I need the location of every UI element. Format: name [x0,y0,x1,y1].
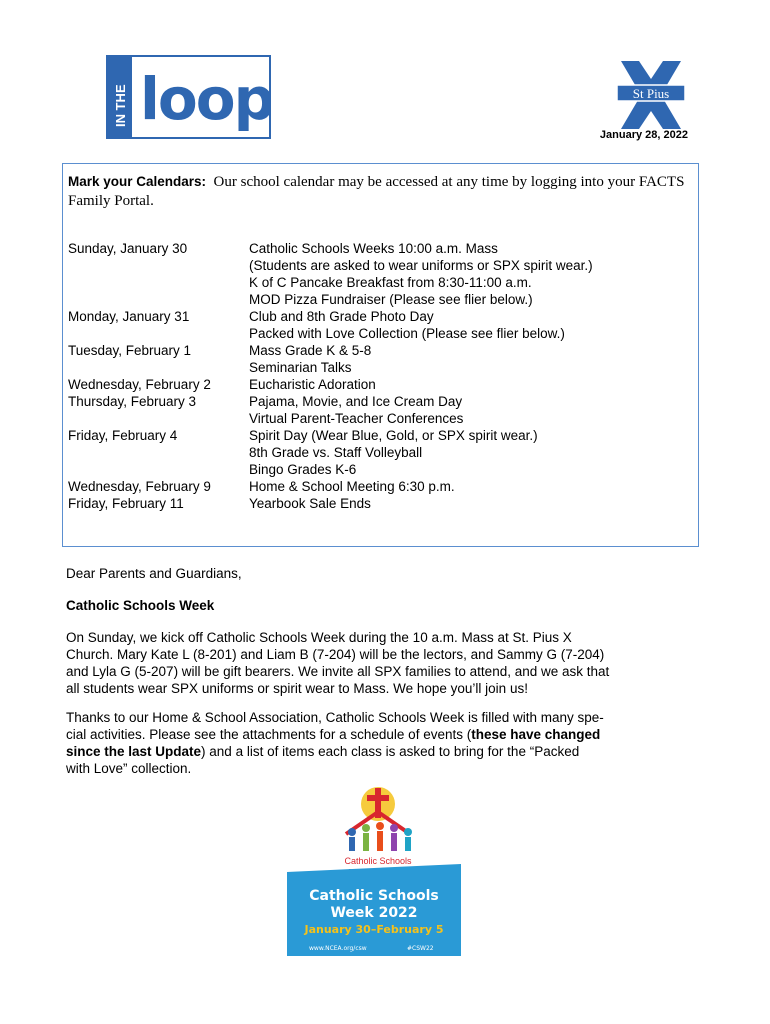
calendar-day: Tuesday, February 1 [68,343,192,358]
calendar-event: Club and 8th Grade Photo Day [249,309,434,324]
paragraph-line [66,743,706,760]
paragraph-line: all students wear SPX uniforms or spirit wear to Mass. We hope you’ll join us! [66,681,528,696]
st-pius-x-logo [615,61,687,129]
calendar-day: Wednesday, February 9 [68,479,211,494]
logo-main-text: loop [140,65,269,133]
calendar-intro-text: Our school calendar may be accessed at any time by logging into your FACTS Family Portal. [68,174,685,209]
paragraph-2 [66,709,706,777]
calendar-event: Seminarian Talks [249,360,352,375]
paragraph-line: On Sunday, we kick off Catholic Schools Week during the 10 a.m. Mass at St. Pius X [66,630,572,645]
calendar-event: Packed with Love Collection (Please see flier below.) [249,326,565,341]
logo-side-text: IN THE [113,84,128,127]
section-heading: Catholic Schools Week [66,598,215,613]
issue-date: January 28, 2022 [599,129,688,141]
banner-hashtag: #CSW22 [407,945,434,952]
catholic-schools-week-banner [287,864,461,956]
paragraph-text: cial activities. Please see the attachments for a schedule of events ( [66,727,472,742]
calendar-event: (Students are asked to wear uniforms or SPX spirit wear.) [249,258,593,273]
calendar-event: Bingo Grades K-6 [249,462,357,477]
loop-logo-graphic [108,57,269,137]
calendar-event: Mass Grade K & 5-8 [249,343,372,358]
calendar-box [62,163,699,547]
banner-line-2: Week 2022 [330,905,418,921]
paragraph-line: Church. Mary Kate L (8-201) and Liam B (7-204) will be the lectors, and Sammy G (7-204) [66,647,605,662]
calendar-event: Yearbook Sale Ends [249,496,371,511]
banner-line-1: Catholic Schools [309,888,439,904]
calendar-day: Friday, February 11 [68,496,184,511]
school-logo-text: St Pius [632,86,670,101]
calendar-event: Home & School Meeting 6:30 p.m. [249,479,455,494]
calendar-intro-bold: Mark your Calendars: [68,174,207,189]
calendar-day: Thursday, February 3 [68,394,197,409]
paragraph-line: and Lyla G (5-207) will be gift bearers. We invite all SPX families to attend, and we ask that [66,664,610,679]
in-the-loop-logo [106,55,271,139]
paragraph-bold-text: these have changed [471,727,601,742]
calendar-day: Sunday, January 30 [68,241,188,256]
paragraph-line: Thanks to our Home & School Association, Catholic Schools Week is filled with many spe- [66,710,604,725]
calendar-event: MOD Pizza Fundraiser (Please see flier below.) [249,292,533,307]
greeting: Dear Parents and Guardians, [66,566,242,581]
calendar-event: Eucharistic Adoration [249,377,376,392]
calendar-day: Wednesday, February 2 [68,377,211,392]
paragraph-text: ) and a list of items each class is asked to bring for the “Packed [201,744,580,759]
banner-dates: January 30–February 5 [304,923,444,936]
emblem-title: Catholic Schools [344,856,412,866]
calendar-event: K of C Pancake Breakfast from 8:30-11:00 a.m. [249,275,532,290]
calendar-event: Virtual Parent-Teacher Conferences [249,411,464,426]
paragraph-1 [66,629,706,697]
paragraph-line: with Love” collection. [66,761,192,776]
calendar-day: Monday, January 31 [68,309,190,324]
paragraph-line [66,726,706,743]
calendar-intro [68,172,694,211]
banner-url: www.NCEA.org/csw [309,945,367,952]
calendar-day: Friday, February 4 [68,428,178,443]
calendar-event: Catholic Schools Weeks 10:00 a.m. Mass [249,241,498,256]
calendar-event: Pajama, Movie, and Ice Cream Day [249,394,463,409]
paragraph-bold-text: since the last Update [66,744,202,759]
calendar-event: Spirit Day (Wear Blue, Gold, or SPX spirit wear.) [249,428,538,443]
calendar-event: 8th Grade vs. Staff Volleyball [249,445,423,460]
